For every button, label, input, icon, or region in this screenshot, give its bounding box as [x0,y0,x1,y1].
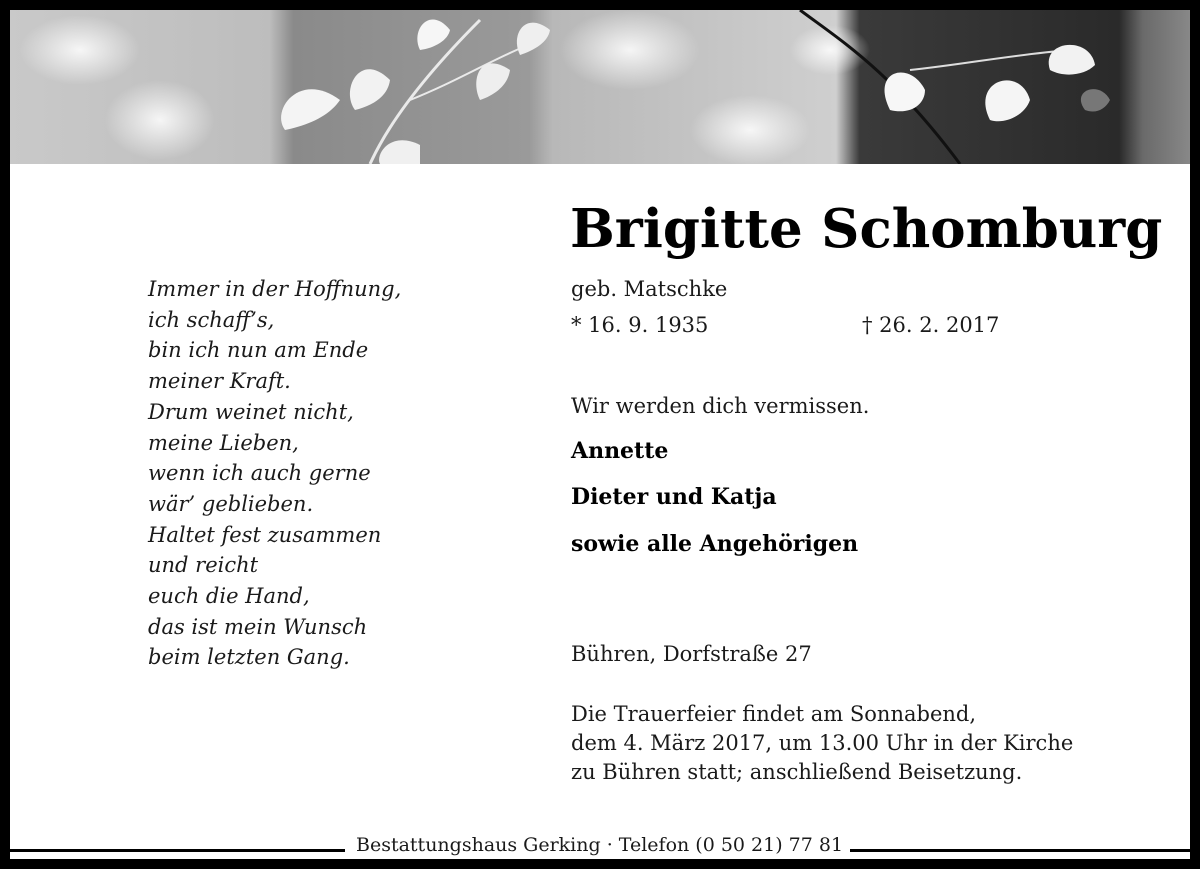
funeral-home-contact: Bestattungshaus Gerking · Telefon (0 50 21) 77 81 [352,834,847,856]
poem-line: Haltet fest zusammen [148,522,382,547]
poem-line: euch die Hand, [148,584,310,609]
service-line: zu Bühren statt; anschließend Beisetzung. [571,760,1023,784]
header-photo-ginkgo-leaves [10,10,1190,164]
poem-line: beim letzten Gang. [148,645,350,670]
address: Bühren, Dorfstraße 27 [571,642,812,666]
poem-line: und reicht [148,553,259,578]
footer-rule-right [850,849,1190,852]
mourner-name: Annette [571,438,669,464]
footer-rule-left [10,849,345,852]
service-line: dem 4. März 2017, um 13.00 Uhr in der Kirche [571,731,1074,755]
birth-date: * 16. 9. 1935 [571,313,709,337]
poem-line: meine Lieben, [148,430,299,455]
mourner-name: Dieter und Katja [571,484,777,510]
poem-line: ich schaff’s, [148,307,275,332]
poem [148,274,448,673]
service-line: Die Trauerfeier findet am Sonnabend, [571,702,977,726]
funeral-service-info [571,700,1073,787]
deceased-name: Brigitte Schomburg [570,198,1163,260]
poem-line: bin ich nun am Ende [148,338,369,363]
poem-line: wenn ich auch gerne [148,461,371,486]
poem-line: meiner Kraft. [148,369,291,394]
poem-line: Drum weinet nicht, [148,399,354,424]
poem-line: das ist mein Wunsch [148,614,368,639]
death-date: † 26. 2. 2017 [862,313,1000,337]
maiden-name: geb. Matschke [571,277,728,301]
poem-line: wär’ geblieben. [148,491,314,516]
mourner-name: sowie alle Angehörigen [571,531,859,557]
poem-line: Immer in der Hoffnung, [148,277,402,301]
farewell-message: Wir werden dich vermissen. [571,394,870,418]
leaf-branch-illustration [10,10,1190,164]
